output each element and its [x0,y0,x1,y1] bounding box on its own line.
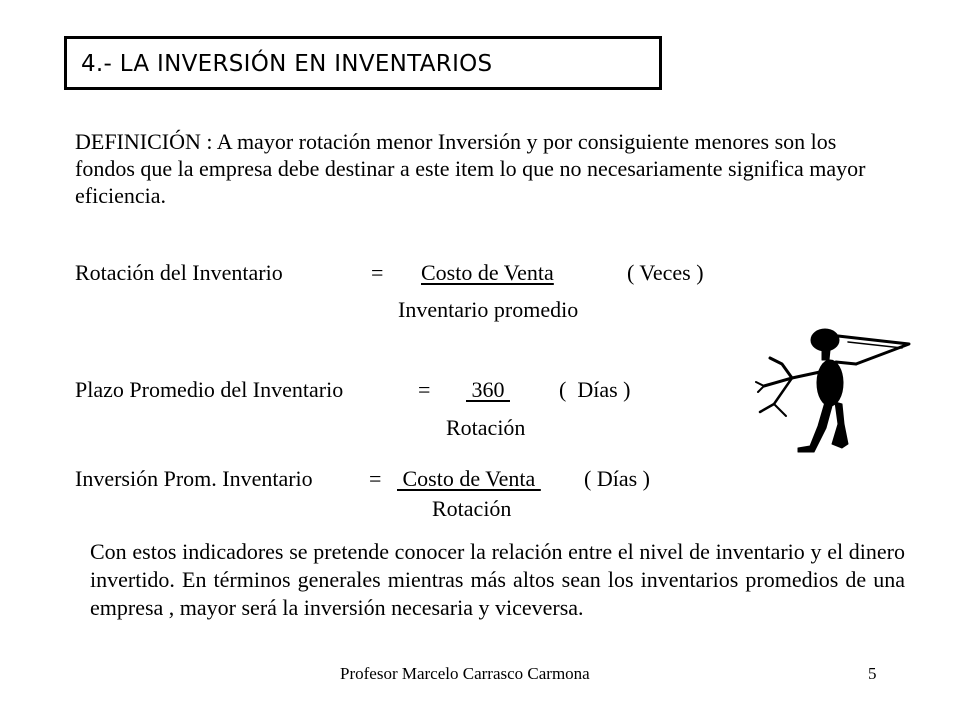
definition-text: DEFINICIÓN : A mayor rotación menor Inversión y por consiguiente menores son los fondos que la empresa debe destinar a este item lo que no necesariamente significa mayor eficiencia. [75,129,866,208]
formula2-numerator: 360 [466,377,510,402]
formula2-unit: ( Días ) [559,377,631,402]
footer-author: Profesor Marcelo Carrasco Carmona [340,664,590,683]
closing-paragraph: Con estos indicadores se pretende conocer la relación entre el nivel de inventario y el dinero invertido. En términos generales mientras más altos sean los inventarios promedios de una empresa , mayor será la inversión necesaria y viceversa. [90,539,905,620]
formula3-unit: ( Días ) [584,466,650,491]
formula1-denominator: Inventario promedio [398,297,579,322]
formula3-equals: = [369,466,382,491]
formula1-unit: ( Veces ) [627,260,704,285]
formula2-denominator: Rotación [446,415,526,440]
formula1-label: Rotación del Inventario [75,260,283,285]
pointing-man-illustration [752,320,917,460]
formula3-numerator: Costo de Venta [397,466,541,491]
formula3-denominator: Rotación [432,496,512,521]
formula1-equals: = [371,260,384,285]
page-number: 5 [868,664,877,683]
page-title: 4.- LA INVERSIÓN EN INVENTARIOS [81,51,493,77]
formula3-label: Inversión Prom. Inventario [75,466,313,491]
formula2-label: Plazo Promedio del Inventario [75,377,344,402]
title-box [64,36,662,90]
formula2-equals: = [418,377,431,402]
formula1-numerator: Costo de Venta [421,260,554,285]
